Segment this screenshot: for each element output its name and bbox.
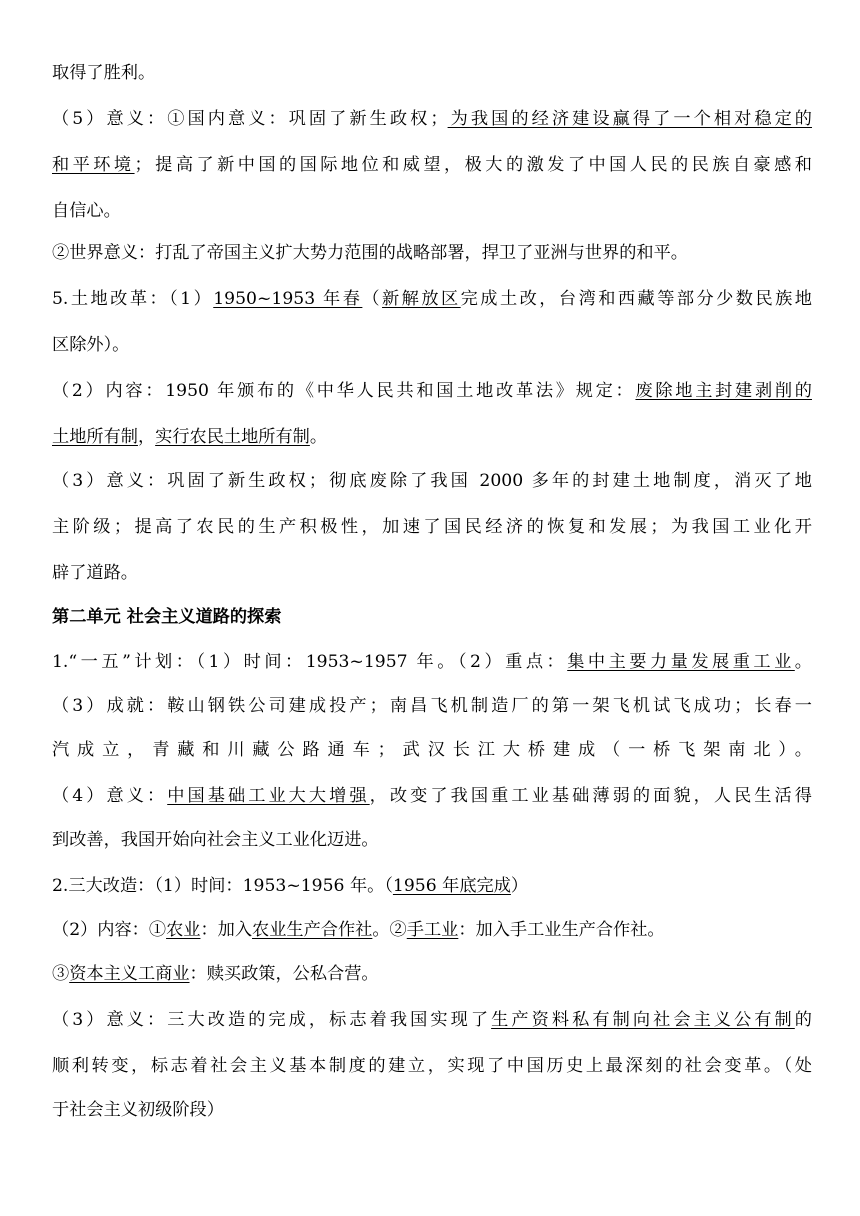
section-heading — [52, 605, 812, 631]
underlined-key-phrase: 废除地主封建剥削的 — [635, 381, 812, 401]
underlined-key-phrase: 农业 — [166, 920, 201, 940]
text-segment: ②世界意义：打乱了帝国主义扩大势力范围的战略部署，捍卫了亚洲与世界的和平。 — [52, 243, 688, 263]
underlined-key-phrase: 手工业 — [406, 920, 459, 940]
text-segment: ：赎买政策，公私合营。 — [189, 964, 379, 984]
text-line — [52, 874, 812, 900]
text-line — [52, 107, 812, 133]
underlined-key-phrase: 资本主义工商业 — [69, 964, 190, 984]
text-segment: （2）内容：1950 年颁布的《中华人民共和国土地改革法》规定： — [52, 381, 636, 401]
text-segment: ；提高了新中国的国际地位和威望，极大的激发了中国人民的民族自豪感和 — [134, 155, 812, 175]
text-line — [52, 650, 812, 676]
text-segment: 自信心。 — [52, 201, 121, 221]
text-segment: （3）成就：鞍山钢铁公司建成投产；南昌飞机制造厂的第一架飞机试飞成功；长春一 — [52, 696, 812, 716]
text-segment: （4）意义： — [52, 786, 168, 806]
text-segment: （2）内容：① — [52, 920, 167, 940]
text-line — [52, 784, 812, 810]
text-segment: ：加入 — [200, 920, 253, 940]
text-line — [52, 333, 812, 359]
text-line — [52, 1054, 812, 1080]
underlined-key-phrase: 为我国的经济建设赢得了一个相对稳定的 — [447, 109, 812, 129]
text-line — [52, 694, 812, 720]
text-segment: 。 — [309, 427, 328, 447]
text-segment: 取得了胜利。 — [52, 63, 156, 83]
text-segment: 2.三大改造：（1）时间：1953~1956 年。（ — [52, 876, 393, 896]
text-segment: （ — [362, 289, 383, 309]
text-line — [52, 425, 812, 451]
text-segment: （3）意义：三大改造的完成，标志着我国实现了 — [52, 1010, 492, 1030]
text-segment: ） — [510, 876, 529, 896]
text-line — [52, 738, 812, 764]
text-segment: （3）意义：巩固了新生政权；彻底废除了我国 2000 多年的封建土地制度，消灭了地 — [52, 471, 812, 491]
text-line — [52, 561, 812, 587]
text-line — [52, 61, 812, 87]
text-line — [52, 241, 812, 267]
underlined-key-phrase: 农业生产合作社 — [252, 920, 373, 940]
underlined-key-phrase: 新解放区 — [382, 289, 461, 309]
text-segment: ，改变了我国重工业基础薄弱的面貌，人民生活得 — [369, 786, 812, 806]
text-line — [52, 469, 812, 495]
text-segment: 的 — [794, 1010, 812, 1030]
text-segment: 辟了道路。 — [52, 563, 138, 583]
underlined-key-phrase: 1956 年底完成 — [392, 876, 511, 896]
text-segment: 于社会主义初级阶段） — [52, 1100, 224, 1120]
text-segment: 区除外）。 — [52, 335, 130, 355]
text-line — [52, 379, 812, 405]
text-segment: 。② — [372, 920, 407, 940]
text-line — [52, 287, 812, 313]
text-segment: ：加入手工业生产合作社。 — [458, 920, 665, 940]
underlined-key-phrase: 和平环境 — [52, 155, 135, 175]
text-line — [52, 962, 812, 988]
text-segment: ， — [137, 427, 156, 447]
text-segment: 到改善，我国开始向社会主义工业化迈进。 — [52, 830, 379, 850]
text-segment: 顺利转变，标志着社会主义基本制度的建立，实现了中国历史上最深刻的社会变革。（处 — [52, 1056, 812, 1076]
text-line — [52, 1008, 812, 1034]
underlined-key-phrase: 中国基础工业大大增强 — [167, 786, 370, 806]
underlined-key-phrase: 土地所有制 — [52, 427, 138, 447]
underlined-key-phrase: 实行农民土地所有制 — [155, 427, 310, 447]
text-line — [52, 515, 812, 541]
text-segment: （5）意义：①国内意义：巩固了新生政权； — [52, 109, 448, 129]
underlined-key-phrase: 生产资料私有制向社会主义公有制 — [491, 1010, 795, 1030]
text-line — [52, 199, 812, 225]
text-line — [52, 918, 812, 944]
underlined-key-phrase: 集中主要力量发展重工业 — [567, 652, 795, 672]
text-segment: 5.土地改革：（1） — [52, 289, 214, 309]
text-segment: 汽成立，青藏和川藏公路通车；武汉长江大桥建成（一桥飞架南北）。 — [52, 740, 812, 760]
text-line — [52, 828, 812, 854]
text-segment: 第二单元 社会主义道路的探索 — [52, 607, 282, 627]
text-segment: 完成土改，台湾和西藏等部分少数民族地 — [460, 289, 812, 309]
text-line — [52, 153, 812, 179]
underlined-key-phrase: 1950~1953 年春 — [213, 289, 363, 309]
text-line — [52, 1098, 812, 1124]
text-segment: 主阶级；提高了农民的生产积极性，加速了国民经济的恢复和发展；为我国工业化开 — [52, 517, 812, 537]
text-segment: ③ — [52, 964, 70, 984]
text-segment: 。 — [794, 652, 812, 672]
text-segment: 1.“一五”计划：（1）时间：1953~1957 年。（2）重点： — [52, 652, 568, 672]
